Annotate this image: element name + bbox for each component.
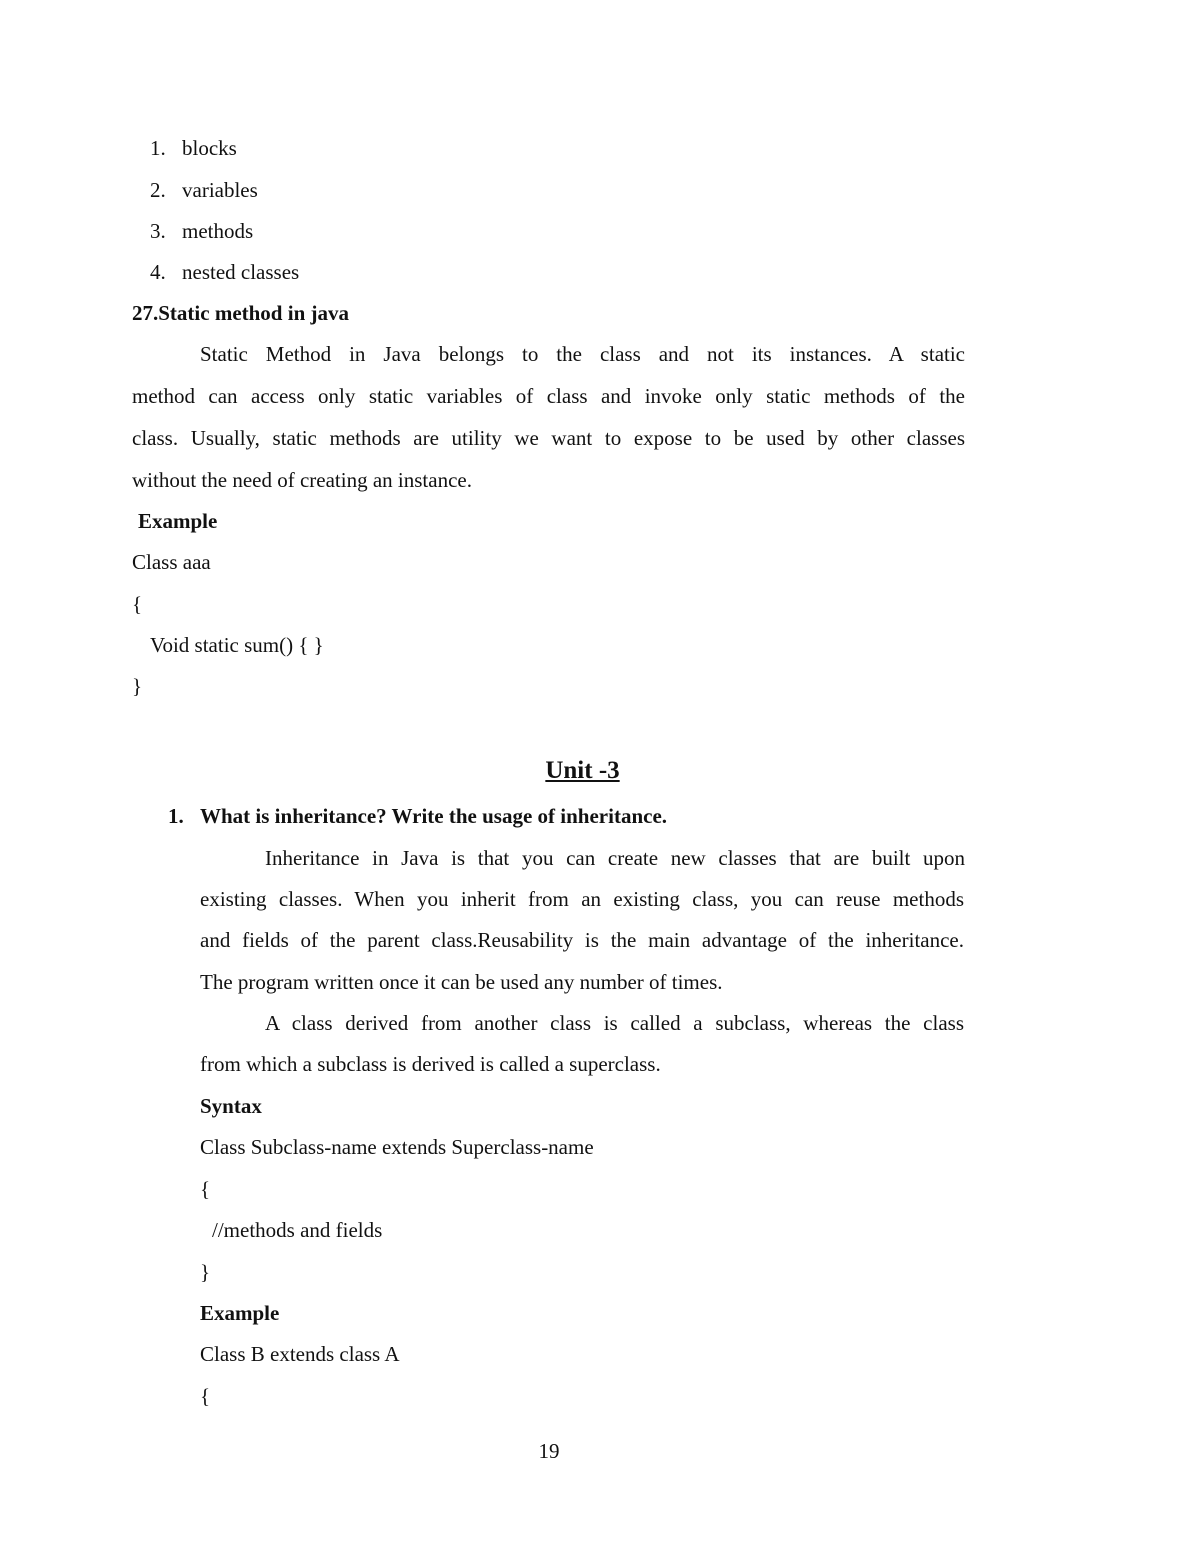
paragraph-line: without the need of creating an instance. [132,468,472,492]
code-line: } [132,674,143,698]
code-line: } [200,1260,211,1284]
list-item-number: 4. [150,260,166,284]
paragraph-line: A class derived from another class is called a subclass, whereas the class [265,1011,964,1035]
list-item-number: 3. [150,219,166,243]
code-line: Class aaa [132,550,211,574]
code-line: Class Subclass-name extends Superclass-name [200,1135,594,1159]
code-line: { [200,1177,211,1201]
paragraph-line: and fields of the parent class.Reusability is the main advantage of the inheritance. [200,928,964,952]
paragraph-line: from which a subclass is derived is called a superclass. [200,1052,661,1076]
paragraph-line: The program written once it can be used any number of times. [200,970,723,994]
unit-heading: Unit -3 [545,757,620,784]
list-item-text: variables [182,178,258,202]
paragraph-line: Inheritance in Java is that you can create new classes that are built upon [265,846,965,870]
example-label: Example [138,509,218,533]
code-line: { [132,592,143,616]
paragraph-line: class. Usually, static methods are utility we want to expose to be used by other classes [132,426,965,450]
paragraph-line: method can access only static variables of class and invoke only static methods of the [132,384,965,408]
code-line: { [200,1384,211,1408]
code-line: Class B extends class A [200,1342,400,1366]
code-line: //methods and fields [212,1218,383,1242]
list-item-text: blocks [182,136,237,160]
list-item-text: methods [182,219,254,243]
paragraph-line: Static Method in Java belongs to the class and not its instances. A static [200,342,965,366]
example-label: Example [200,1301,280,1325]
question-title: What is inheritance? Write the usage of inheritance. [200,804,668,828]
paragraph-line: existing classes. When you inherit from an existing class, you can reuse methods [200,887,964,911]
syntax-label: Syntax [200,1094,262,1118]
list-item-text: nested classes [182,260,300,284]
page-number: 19 [538,1439,560,1463]
section-heading: 27.Static method in java [132,301,349,325]
list-item-number: 1. [150,136,166,160]
list-item-number: 2. [150,178,166,202]
question-number: 1. [168,804,184,828]
code-line: Void static sum() { } [150,633,324,657]
